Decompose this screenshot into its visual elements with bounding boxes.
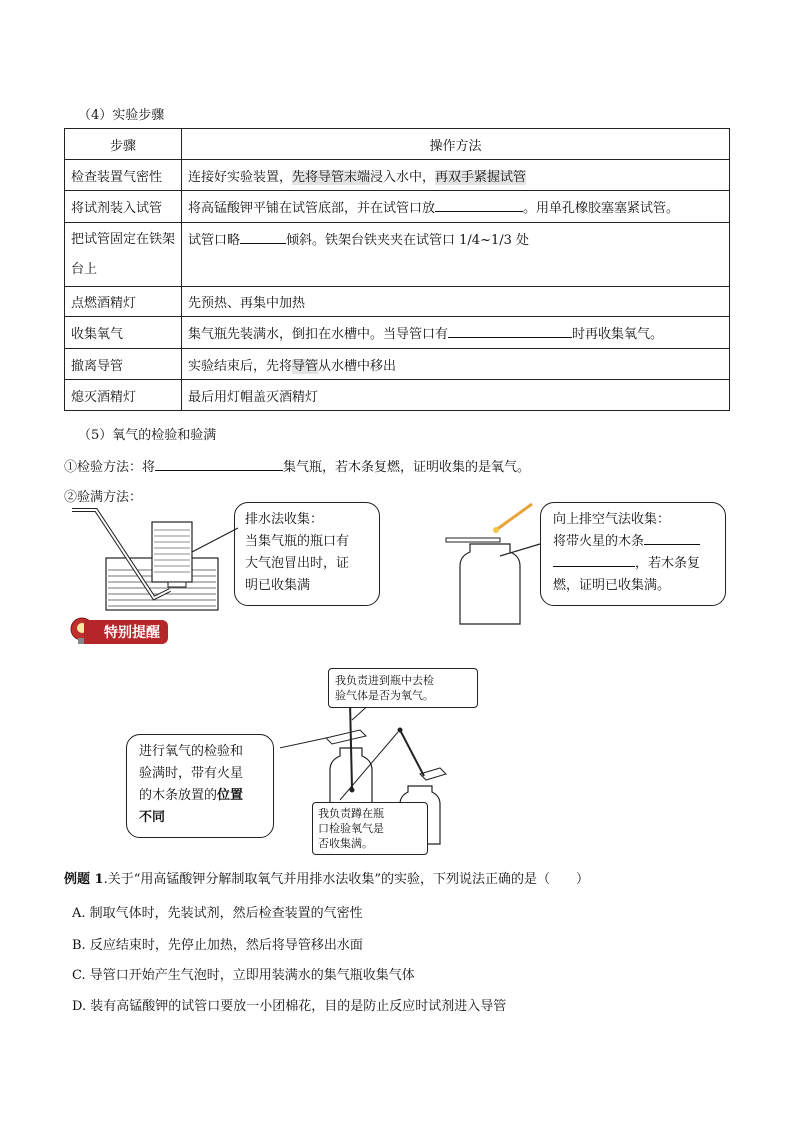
- fill-blank[interactable]: [644, 532, 700, 545]
- note-line: 我负责进到瓶中去检: [335, 674, 434, 687]
- step-cell: 收集氧气: [65, 317, 182, 349]
- bubble-text: 的木条放置的: [139, 788, 218, 803]
- option-text: 装有高锰酸钾的试管口要放一小团棉花，目的是防止反应时试剂进入导管: [90, 999, 507, 1014]
- bubble-bold-text: 不同: [139, 810, 166, 825]
- splint-tip: [398, 728, 403, 733]
- option-text: 导管口开始产生气泡时，立即用装满水的集气瓶收集气体: [89, 968, 415, 983]
- method-text: 将高锰酸钾平铺在试管底部，并在试管口放: [188, 201, 436, 216]
- step-cell: 熄灭酒精灯: [65, 380, 182, 411]
- method-text: 连接好实验装置，: [188, 169, 293, 185]
- step-cell: 检查装置气密性: [65, 160, 182, 191]
- section-5-title: （5）氧气的检验和验满: [78, 428, 217, 443]
- check-method-text: ①检验方法：将: [64, 460, 156, 475]
- highlighted-text: 再双手紧握试管: [435, 169, 527, 185]
- table-row: [65, 317, 730, 349]
- steps-table: [64, 128, 730, 411]
- table-row: [65, 223, 730, 287]
- method-text: 。用单孔橡胶塞塞紧试管。: [523, 201, 680, 216]
- option-a[interactable]: [72, 902, 363, 921]
- bubble-line: 大气泡冒出时，证: [245, 556, 350, 571]
- method-text: 实验结束后，先将: [188, 358, 293, 374]
- question-text: .关于“用高锰酸钾分解制取氧气并用排水法收集”的实验，下列说法正确的是（ ）: [103, 872, 590, 887]
- check-method-text: 集气瓶，若木条复燃，证明收集的是氧气。: [283, 460, 531, 475]
- fill-blank[interactable]: [435, 199, 523, 212]
- method-cell: [182, 317, 730, 349]
- option-key: B.: [72, 938, 86, 953]
- option-c[interactable]: [72, 964, 415, 983]
- table-row: [65, 380, 730, 411]
- method-cell: [182, 191, 730, 223]
- tip-badge-label: 特别提醒: [84, 620, 168, 644]
- option-key: C.: [72, 968, 86, 983]
- table-row: [65, 287, 730, 317]
- method-cell: [182, 349, 730, 380]
- note-line: 口检验氧气是: [318, 822, 384, 835]
- step-cell: 撤离导管: [65, 349, 182, 380]
- option-d[interactable]: [72, 995, 506, 1014]
- fill-blank[interactable]: [155, 458, 283, 471]
- splint-spark: [493, 527, 499, 533]
- step-cell: 将试剂装入试管: [65, 191, 182, 223]
- bubble-line: [553, 531, 713, 553]
- note-top: [328, 668, 478, 708]
- bubble-line: 明已收集满: [245, 578, 311, 593]
- reminder-bubble: [126, 734, 274, 838]
- jar-stand: [168, 582, 186, 587]
- table-header-row: [65, 129, 730, 160]
- bubble-bold-text: 位置: [217, 788, 244, 803]
- note-bottom: [312, 802, 428, 855]
- bubble-text: ，若木条复: [635, 556, 701, 571]
- step-cell: 把试管固定在铁架台上: [65, 223, 182, 287]
- option-b[interactable]: [72, 934, 363, 953]
- method-text: 试管口略: [188, 233, 241, 248]
- step-cell: 点燃酒精灯: [65, 287, 182, 317]
- header-step: 步骤: [65, 129, 182, 160]
- air-collection-bubble: [540, 502, 726, 606]
- inverted-gas-jar: [152, 522, 192, 582]
- bubble-line: [553, 553, 713, 575]
- bubble-line: 进行氧气的检验和: [139, 744, 244, 759]
- glass-plate: [446, 538, 500, 542]
- splint-at-mouth: [400, 730, 424, 776]
- air-collection-apparatus: [440, 500, 550, 626]
- option-key: A.: [72, 906, 86, 921]
- method-cell: 先预热、再集中加热: [182, 287, 730, 317]
- method-cell: 最后用灯帽盖灭酒精灯: [182, 380, 730, 411]
- table-row: [65, 191, 730, 223]
- header-method: 操作方法: [182, 129, 730, 160]
- method-text: 倾斜。铁架台铁夹夹在试管口 1/4~1/3 处: [286, 233, 530, 248]
- method-cell: [182, 160, 730, 191]
- note-line: 我负责蹲在瓶: [318, 807, 384, 820]
- table-row: [65, 160, 730, 191]
- method-cell: [182, 223, 730, 287]
- section-4-title: （4）实验步骤: [78, 108, 165, 123]
- option-text: 反应结束时，先停止加热，然后将导管移出水面: [89, 938, 363, 953]
- fill-blank[interactable]: [553, 554, 635, 567]
- note-line: 否收集满。: [318, 837, 373, 850]
- pointer-line: [280, 738, 326, 750]
- method-text: 时再收集氧气。: [572, 327, 664, 342]
- method-text: 集气瓶先装满水，倒扣在水槽中。当导管口有: [188, 327, 449, 342]
- bubble-line: 验满时，带有火星: [139, 766, 244, 781]
- bubble-line: 燃，证明已收集满。: [553, 578, 671, 593]
- water-collection-bubble: [234, 502, 380, 606]
- note-line: 验气体是否为氧气。: [335, 689, 434, 702]
- highlighted-text: 先将导管末端: [292, 169, 371, 185]
- pointer-line: [192, 528, 238, 552]
- question-stem: [64, 868, 589, 887]
- fill-blank[interactable]: [448, 325, 572, 338]
- option-text: 制取气体时，先装试剂，然后检查装置的气密性: [89, 906, 363, 921]
- gas-jar: [460, 544, 520, 624]
- bubble-line: [139, 807, 261, 829]
- full-method-title: ②验满方法：: [64, 490, 143, 505]
- table-row: [65, 349, 730, 380]
- glass-plate: [326, 730, 366, 744]
- option-key: D.: [72, 999, 87, 1014]
- bubble-text: 将带火星的木条: [553, 534, 645, 549]
- bubble-line: 当集气瓶的瓶口有: [245, 534, 350, 549]
- bubble-line: 向上排空气法收集：: [553, 512, 671, 527]
- glowing-splint: [496, 504, 532, 530]
- fill-blank[interactable]: [240, 231, 286, 244]
- method-text: 浸入水中，: [370, 169, 436, 185]
- bubble-line: 排水法收集：: [245, 512, 324, 527]
- question-label: 例题 1: [64, 872, 104, 887]
- highlighted-text: 导管: [292, 358, 319, 374]
- check-method: [64, 456, 530, 475]
- method-text: 从水槽中移出: [318, 358, 397, 374]
- bubble-line: [139, 785, 261, 807]
